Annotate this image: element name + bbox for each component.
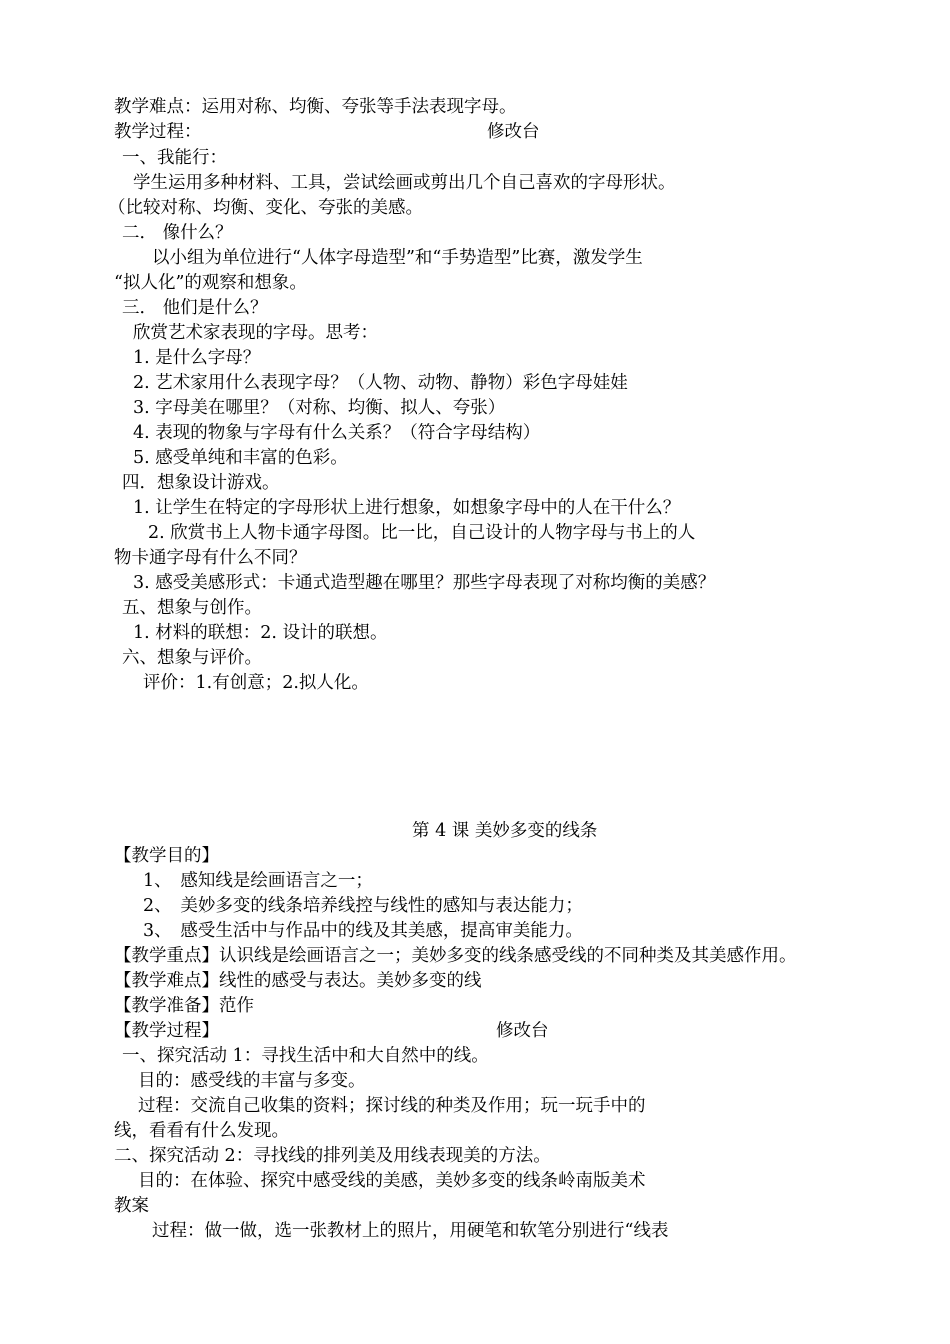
section-4-question: 3. 感受美感形式：卡通式造型趣在哪里？那些字母表现了对称均衡的美感？ (133, 573, 716, 593)
section-3-question: 3. 字母美在哪里？（对称、均衡、拟人、夸张） (133, 398, 506, 418)
section-4-question: 1. 让学生在特定的字母形状上进行想象，如想象字母中的人在干什么？ (133, 498, 681, 518)
teaching-process-label: 教学过程： (114, 122, 202, 142)
activity-2-goal: 教案 (114, 1196, 149, 1216)
section-1-line: 学生运用多种材料、工具，尝试绘画或剪出几个自己喜欢的字母形状。 (133, 173, 676, 193)
section-3-question: 1. 是什么字母？ (133, 348, 261, 368)
section-3-question: 5. 感受单纯和丰富的色彩。 (133, 448, 348, 468)
section-2-title: 二． 像什么？ (122, 223, 233, 243)
section-6-line: 评价：1.有创意；2.拟人化。 (143, 673, 369, 693)
lesson-title: 第 4 课 美妙多变的线条 (412, 821, 598, 841)
section-3-question: 2. 艺术家用什么表现字母？（人物、动物、静物）彩色字母娃娃 (133, 373, 628, 393)
section-6-title: 六、想象与评价。 (122, 648, 262, 668)
activity-2-title: 二、探究活动 2：寻找线的排列美及用线表现美的方法。 (114, 1146, 551, 1166)
section-4-title: 四．想象设计游戏。 (122, 473, 280, 493)
preparation: 【教学准备】范作 (114, 996, 254, 1016)
difficulty-points: 【教学难点】线性的感受与表达。美妙多变的线 (114, 971, 482, 991)
revision-label: 修改台 (487, 122, 540, 142)
section-1-title: 一、我能行： (122, 148, 227, 168)
key-points: 【教学重点】认识线是绘画语言之一；美妙多变的线条感受线的不同种类及其美感作用。 (114, 946, 797, 966)
section-5-line: 1. 材料的联想：2. 设计的联想。 (133, 623, 388, 643)
section-1-line: （比较对称、均衡、变化、夸张的美感。 (108, 198, 423, 218)
activity-1-goal: 目的：感受线的丰富与多变。 (138, 1071, 366, 1091)
section-2-line: 以小组为单位进行“人体字母造型”和“手势造型”比赛，激发学生 (152, 248, 643, 268)
teaching-difficulty: 教学难点：运用对称、均衡、夸张等手法表现字母。 (114, 97, 517, 117)
section-3-intro: 欣赏艺术家表现的字母。思考： (133, 323, 378, 343)
activity-1-process: 过程：交流自己收集的资料；探讨线的种类及作用；玩一玩手中的 (138, 1096, 646, 1116)
section-4-question: 物卡通字母有什么不同？ (114, 548, 307, 568)
section-3-title: 三． 他们是什么？ (122, 298, 268, 318)
activity-1-process: 线，看看有什么发现。 (114, 1121, 289, 1141)
teaching-process-label: 【教学过程】 (114, 1021, 219, 1041)
goal-item: 2、 美妙多变的线条培养线控与线性的感知与表达能力； (143, 896, 583, 916)
goals-heading: 【教学目的】 (114, 846, 219, 866)
section-4-question: 2. 欣赏书上人物卡通字母图。比一比，自己设计的人物字母与书上的人 (148, 523, 696, 543)
section-2-line: “拟人化”的观察和想象。 (114, 273, 307, 293)
activity-2-goal: 目的：在体验、探究中感受线的美感，美妙多变的线条岭南版美术 (138, 1171, 646, 1191)
goal-item: 3、 感受生活中与作品中的线及其美感，提高审美能力。 (143, 921, 583, 941)
revision-label: 修改台 (496, 1021, 549, 1041)
section-5-title: 五、想象与创作。 (122, 598, 262, 618)
activity-2-process: 过程：做一做，选一张教材上的照片，用硬笔和软笔分别进行“线表 (152, 1221, 669, 1241)
section-3-question: 4. 表现的物象与字母有什么关系？（符合字母结构） (133, 423, 541, 443)
activity-1-title: 一、探究活动 1：寻找生活中和大自然中的线。 (122, 1046, 489, 1066)
goal-item: 1、 感知线是绘画语言之一； (143, 871, 373, 891)
